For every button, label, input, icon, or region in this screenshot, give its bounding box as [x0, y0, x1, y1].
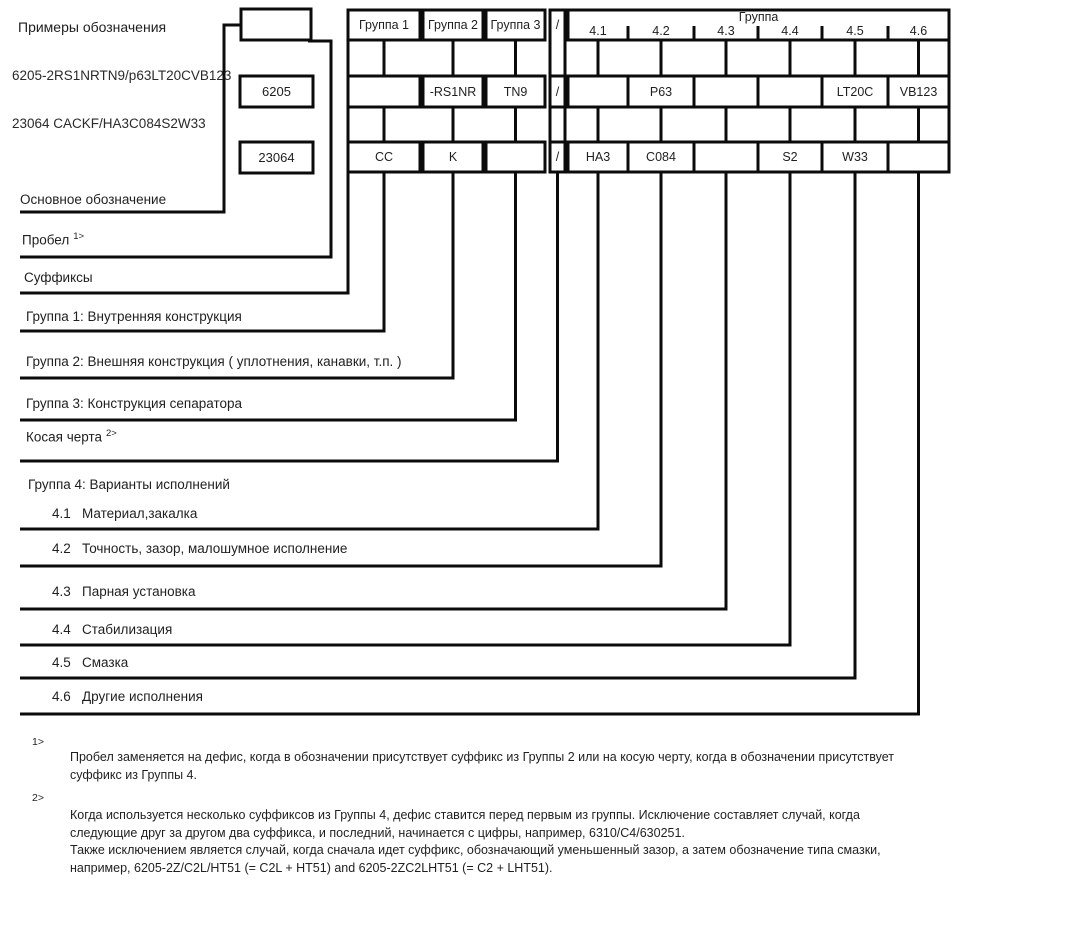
example-designation-1: 6205-2RS1NRTN9/p63LT20CVB123: [12, 68, 232, 83]
footnote-2-marker: 2>: [32, 792, 44, 804]
row2-cell-4-4: S2: [782, 150, 798, 164]
label-4-6-num: 4.6: [52, 689, 71, 704]
row1-cell-4-1: [568, 76, 628, 107]
header-col-4-3: 4.3: [717, 24, 735, 38]
row1-cell-4-6: VB123: [899, 84, 938, 99]
row1-cell-slash: /: [555, 84, 560, 99]
row2-cell-4-6: [888, 142, 949, 172]
header-col-4-4: 4.4: [781, 24, 799, 38]
label-group4: Группа 4: Варианты исполнений: [28, 477, 230, 492]
row2-cell-group3: [486, 142, 545, 172]
label-4-3-num: 4.3: [52, 584, 71, 599]
basic-box-23064: 23064: [258, 149, 295, 165]
header-col-4-6: 4.6: [909, 24, 928, 38]
header-group2: Группа 2: [427, 18, 479, 32]
footnote-1-line-2: суффикс из Группы 4.: [70, 768, 197, 782]
header-col-4-1: 4.1: [589, 24, 607, 38]
label-slash-footnote-ref: 2>: [105, 428, 117, 439]
label-basic-designation: Основное обозначение: [20, 192, 167, 207]
label-4-2-text: Точность, зазор, малошумное исполнение: [82, 541, 348, 556]
basic-designation-box: [241, 9, 311, 40]
row2-cell-group1: CC: [374, 150, 394, 164]
label-slash: [26, 428, 117, 445]
row1-cell-group3: TN9: [503, 84, 528, 99]
label-space-text: Пробел: [22, 232, 70, 248]
row1-cell-group1: [348, 76, 420, 107]
footnote-2-line-2: следующие друг за другом два суффикса, и последний, начинается с цифры, например, 6310/C4/630251.: [70, 826, 685, 840]
header-group4-title: Группа: [738, 10, 779, 24]
footnote-2-line-3: Также исключением является случай, когда сначала идет суффикс, обозначающий уменьшенный зазор, а затем обозначение типа смазки,: [70, 843, 881, 857]
basic-box-6205: 6205: [262, 84, 291, 99]
row2-cell-group2: K: [448, 150, 458, 164]
label-group3: Группа 3: Конструкция сепаратора: [26, 396, 243, 411]
example-designation-2: 23064 CACKF/HA3C084S2W33: [12, 116, 206, 131]
row1-cell-4-5: LT20C: [836, 84, 874, 99]
row1-cell-group2: -RS1NR: [429, 84, 477, 99]
label-slash-text: Косая черта: [26, 429, 102, 445]
row1-cell-4-2: P63: [649, 84, 673, 99]
header-group3: Группа 3: [490, 18, 541, 32]
label-4-2: [52, 541, 347, 556]
label-suffixes: Суффиксы: [24, 270, 93, 285]
label-4-1: [52, 506, 197, 521]
label-4-6: [52, 689, 203, 704]
label-group1: Группа 1: Внутренняя конструкция: [26, 309, 242, 324]
label-4-2-num: 4.2: [52, 541, 71, 556]
label-4-3: [52, 584, 195, 599]
label-4-5: [52, 655, 128, 670]
header-slash: /: [555, 18, 560, 32]
row2-cell-4-3: [694, 142, 758, 172]
header-group1: Группа 1: [358, 18, 410, 32]
row2-cell-slash: /: [555, 150, 560, 164]
label-4-3-text: Парная установка: [82, 584, 196, 599]
label-4-4: [52, 622, 172, 637]
row1-cell-4-4: [758, 76, 822, 107]
header-col-4-5: 4.5: [846, 24, 864, 38]
footnote-2-line-4: например, 6205-2Z/C2L/HT51 (= C2L + HT51) and 6205-2ZC2LHT51 (= C2 + LHT51).: [70, 861, 553, 875]
row1-cell-4-3: [694, 76, 758, 107]
label-4-5-num: 4.5: [52, 655, 71, 670]
row2-cell-4-5: W33: [842, 150, 868, 164]
row2-cell-4-2: C084: [646, 150, 676, 164]
label-4-1-num: 4.1: [52, 506, 71, 521]
label-4-4-num: 4.4: [52, 622, 71, 637]
label-space-footnote-ref: 1>: [73, 231, 85, 242]
label-4-5-text: Смазка: [82, 655, 129, 670]
label-group2: Группа 2: Внешняя конструкция ( уплотнения, канавки, т.п. ): [26, 354, 402, 369]
label-4-4-text: Стабилизация: [82, 622, 173, 637]
label-space: [22, 231, 84, 248]
header-col-4-2: 4.2: [652, 24, 670, 38]
examples-title: Примеры обозначения: [18, 19, 167, 35]
footnote-1-line-1: Пробел заменяется на дефис, когда в обозначении присутствует суффикс из Группы 2 или на косую черту, когда в обозначении присутствует: [70, 750, 894, 764]
footnote-1-marker: 1>: [32, 736, 44, 748]
label-4-6-text: Другие исполнения: [82, 689, 203, 704]
footnote-2-line-1: Когда используется несколько суффиксов из Группы 4, дефис ставится перед первым из группы. Исключение составляет случай, когда: [70, 808, 860, 822]
row2-cell-4-1: HA3: [585, 150, 611, 164]
label-4-1-text: Материал,закалка: [82, 506, 198, 521]
